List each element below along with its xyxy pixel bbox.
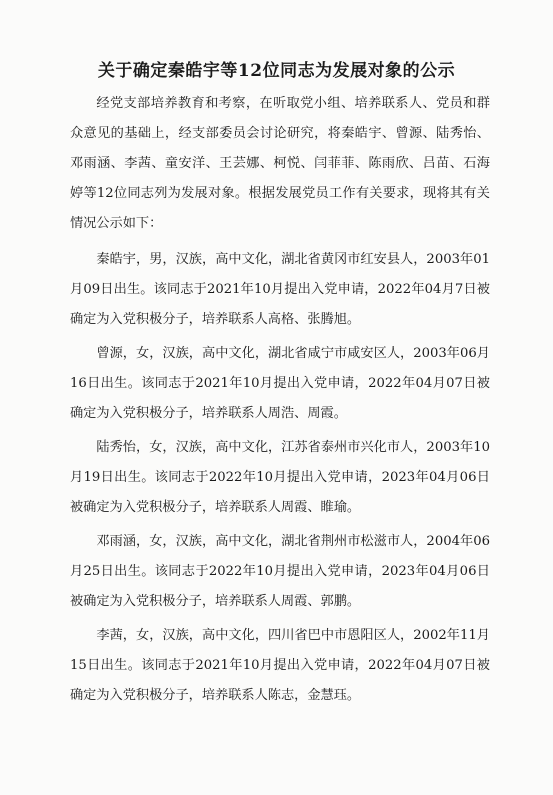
entry-paragraph: 曾源，女，汉族，高中文化，湖北省咸宁市咸安区人，2003年06月16日出生。该同志于2021年10月提出入党申请，2022年04月07日被确定为入党积极分子，培养联系人周浩、周霞。 [70,346,490,421]
document-body [70,89,490,711]
entry-paragraph: 陆秀怡，女，汉族，高中文化，江苏省泰州市兴化市人，2003年10月19日出生。该同志于2022年10月提出入党申请，2023年04月06日被确定为入党积极分子，培养联系人周霞、睢瑜。 [70,440,490,515]
entry-paragraph: 邓雨涵，女，汉族，高中文化，湖北省荆州市松滋市人，2004年06月25日出生。该同志于2022年10月提出入党申请，2023年04月06日被确定为入党积极分子，培养联系人周霞、郭鹏。 [70,534,490,609]
entry-paragraph: 秦皓宇，男，汉族，高中文化，湖北省黄冈市红安县人，2003年01月09日出生。该同志于2021年10月提出入党申请，2022年04月7日被确定为入党积极分子，培养联系人高格、张腾旭。 [70,252,490,327]
document-title: 关于确定秦皓宇等12位同志为发展对象的公示 [97,61,456,81]
entry-paragraph: 李茜，女，汉族，高中文化，四川省巴中市恩阳区人，2002年11月15日出生。该同志于2021年10月提出入党申请，2022年04月07日被确定为入党积极分子，培养联系人陈志，金慧珏。 [70,628,490,703]
intro-paragraph: 经党支部培养教育和考察，在听取党小组、培养联系人、党员和群众意见的基础上，经支部委员会讨论研究，将秦皓宇、曾源、陆秀怡、邓雨涵、李茜、童安洋、王芸娜、柯悦、闫菲菲、陈雨欣、吕苗、石海婷等12位同志列为发展对象。根据发展党员工作有关要求，现将其有关情况公示如下： [70,96,490,231]
